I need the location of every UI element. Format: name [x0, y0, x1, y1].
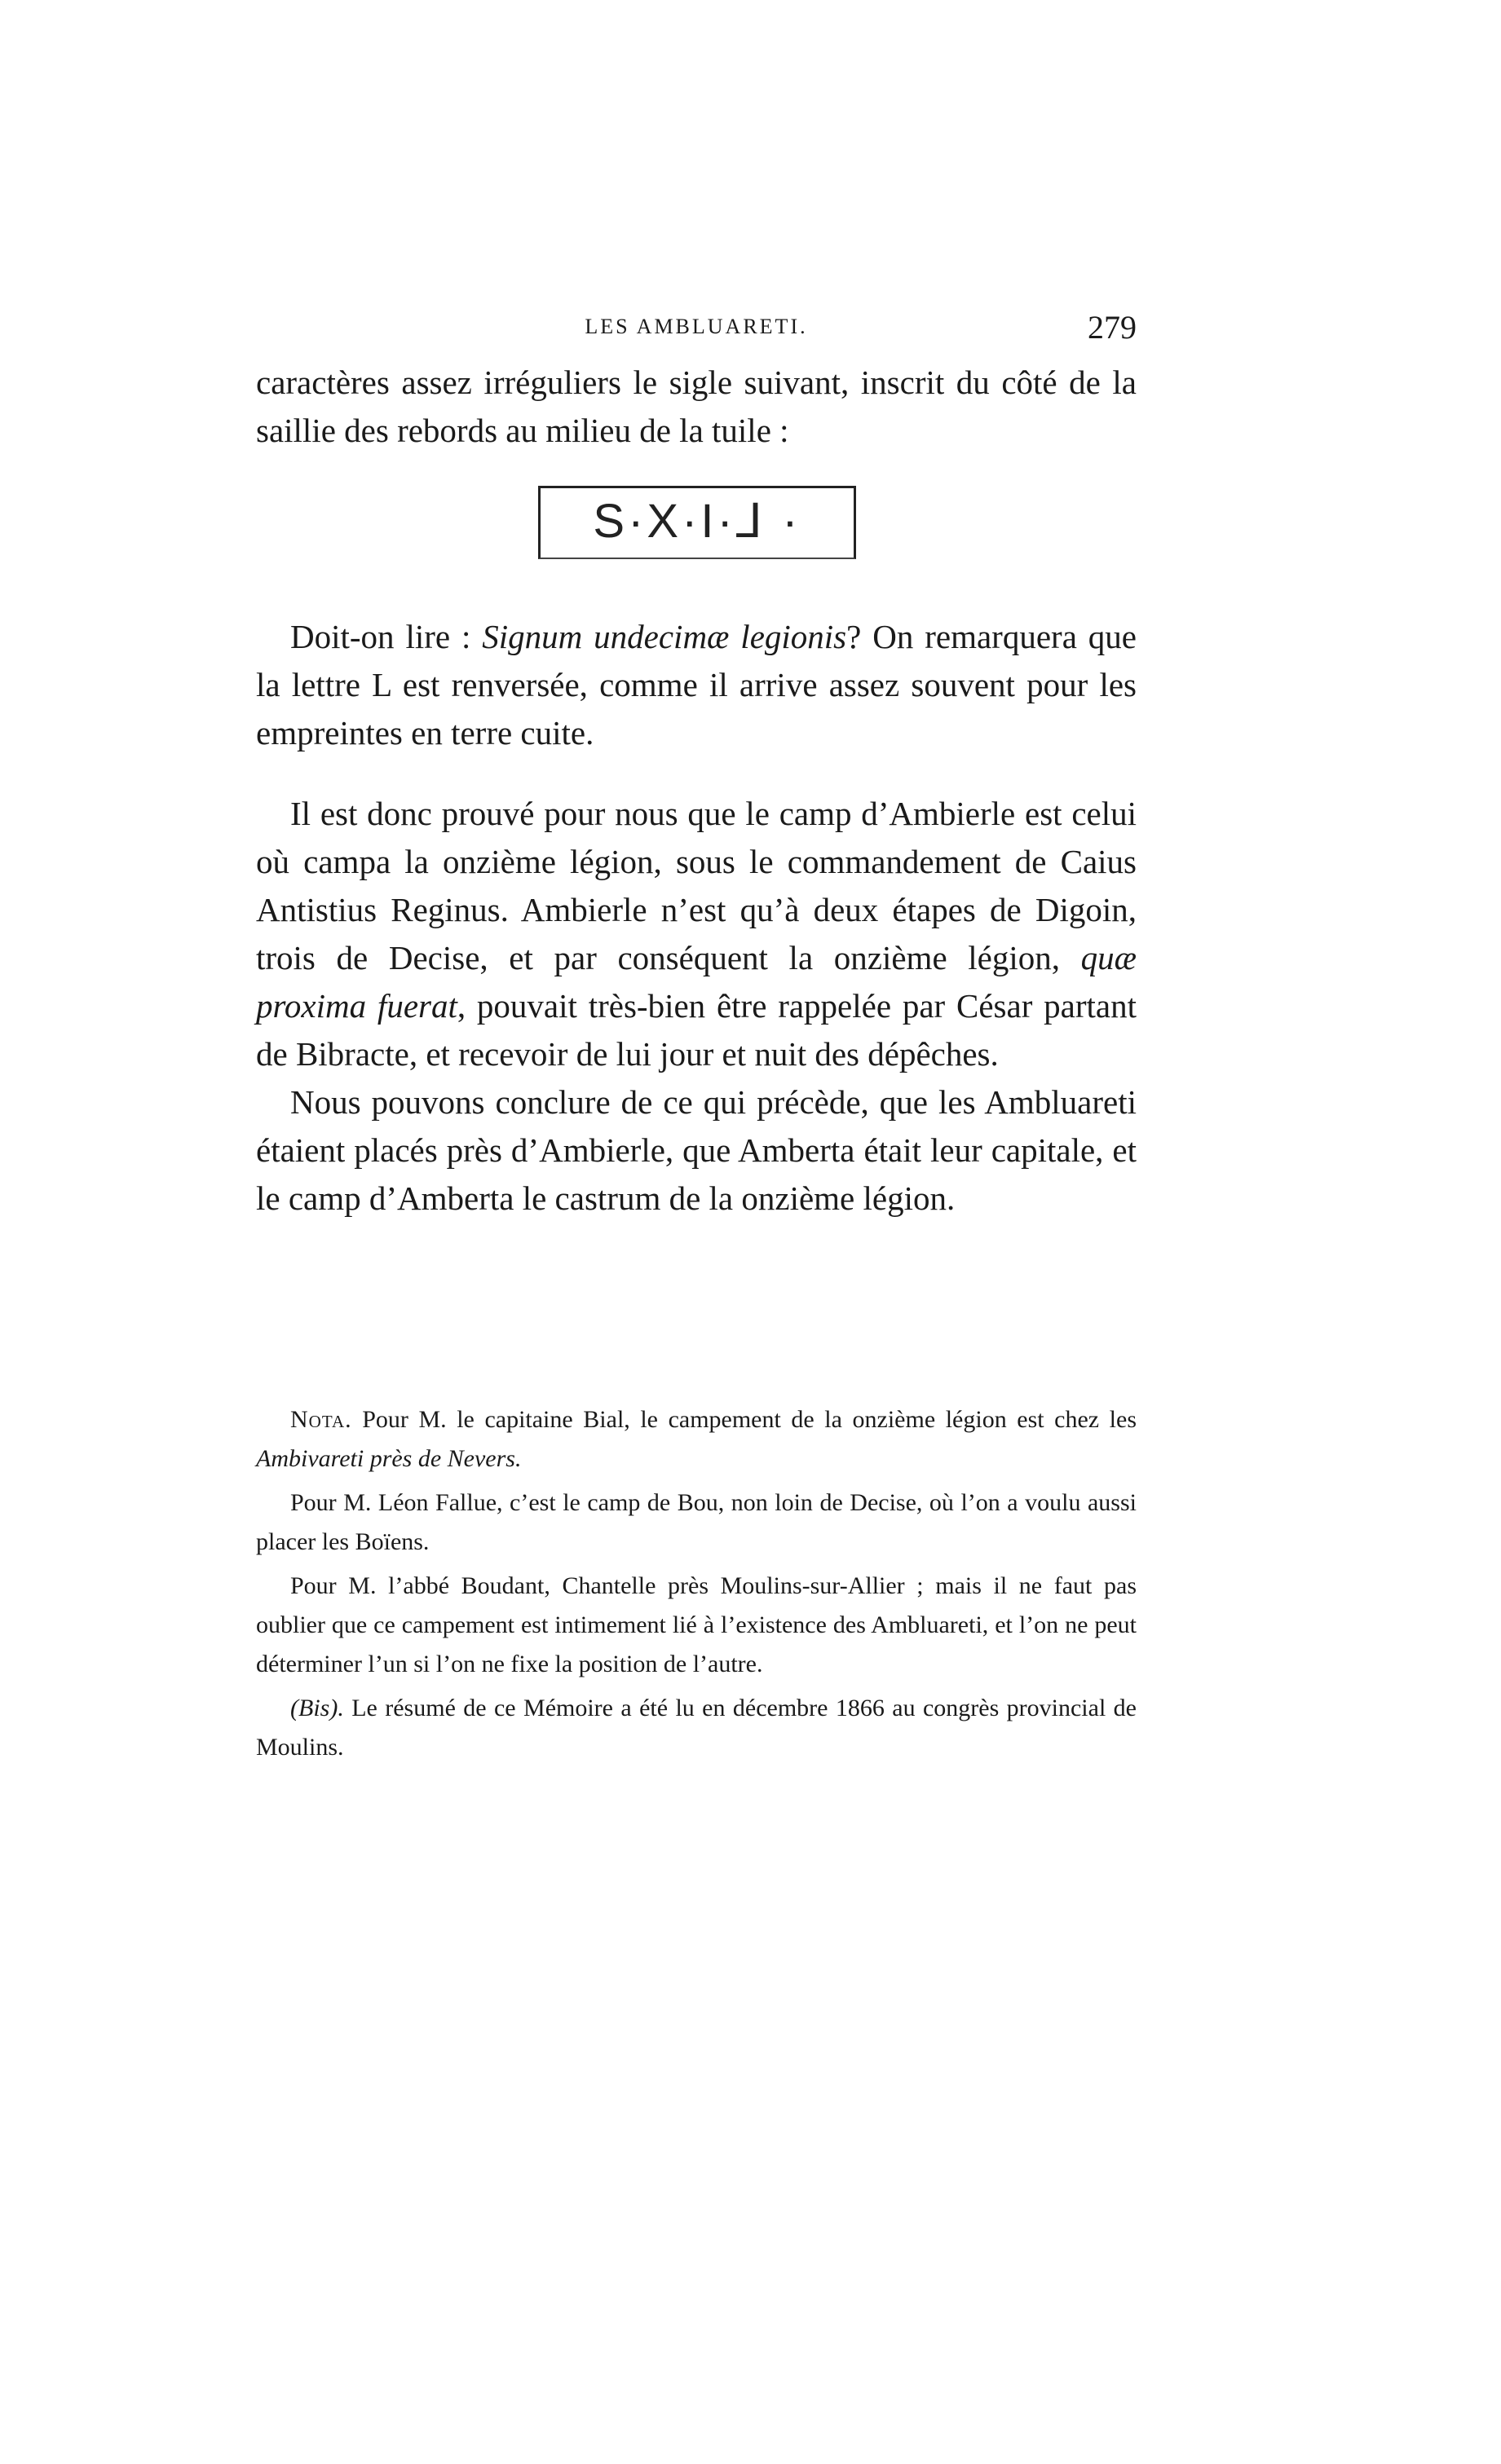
tile-stamp-frame: [538, 486, 856, 559]
reading-question-end: ? On remarquera que la lettre L est renversée, comme il arrive assez souvent pour les empreintes en terre cuite.: [256, 618, 1137, 752]
footnotes-block: [256, 1400, 1137, 1767]
footnote-nota-label: Nota.: [290, 1406, 352, 1433]
camp-proof-end: , pouvait très-bien être rappelée par César partant de Bibracte, et recevoir de lui jour et nuit des dépêches.: [256, 987, 1137, 1073]
footnote-nota-italic: Ambivareti près de Nevers.: [256, 1445, 522, 1472]
tile-stamp-row: [256, 486, 1137, 575]
footnote-bis-label: (Bis).: [290, 1695, 344, 1721]
footnote-boudant: Pour M. l’abbé Boudant, Chantelle près Moulins-sur-Allier ; mais il ne faut pas oublier que ce campement est intimement lié à l’existence des Ambluareti, et l’on ne peut déterminer l’un si l’on ne fixe la position de l’autre.: [256, 1572, 1137, 1677]
page-number: 279: [1088, 309, 1137, 346]
paragraph-conclusion: Nous pouvons conclure de ce qui précède, que les Ambluareti étaient placés près d’Ambierle, que Amberta était leur capitale, et le camp d’Amberta le castrum de la onzième légion.: [256, 1083, 1137, 1217]
footnote-bis: [256, 1689, 1137, 1767]
footnote-nota-text: Pour M. le capitaine Bial, le campement de la onzième légion est chez les: [351, 1406, 1137, 1433]
running-head: [256, 308, 1137, 349]
paragraph-camp-proof: [256, 790, 1137, 1078]
reading-question-start: Doit-on lire :: [290, 618, 483, 655]
paragraph-reading-question: [256, 613, 1137, 757]
footnote-fallue: Pour M. Léon Fallue, c’est le camp de Bou, non loin de Decise, où l’on a voulu aussi placer les Boïens.: [256, 1489, 1137, 1555]
main-text-block: [256, 613, 1137, 1223]
footnote-bis-text: Le résumé de ce Mémoire a été lu en décembre 1866 au congrès provincial de Moulins.: [256, 1695, 1137, 1761]
tile-stamp-inscription: S·X·I·⅃ ·: [593, 495, 801, 548]
intro-paragraph-block: [256, 359, 1137, 455]
footnote-nota: [256, 1400, 1137, 1479]
running-title: LES AMBLUARETI.: [585, 315, 808, 338]
camp-proof-start: Il est donc prouvé pour nous que le camp d’Ambierle est celui où campa la onzième légion, sous le commandement de Caius Antistius Reginus. Ambierle n’est qu’à deux étapes de Digoin, trois de Decise, et par conséquent la onzième légion,: [256, 795, 1137, 976]
camp-proof-latin: quæ proxima fuerat: [256, 939, 1137, 1025]
reading-question-latin: Signum undecimæ legionis: [482, 618, 847, 655]
paragraph-tile-description: caractères assez irréguliers le sigle suivant, inscrit du côté de la saillie des rebords au milieu de la tuile :: [256, 364, 1137, 449]
